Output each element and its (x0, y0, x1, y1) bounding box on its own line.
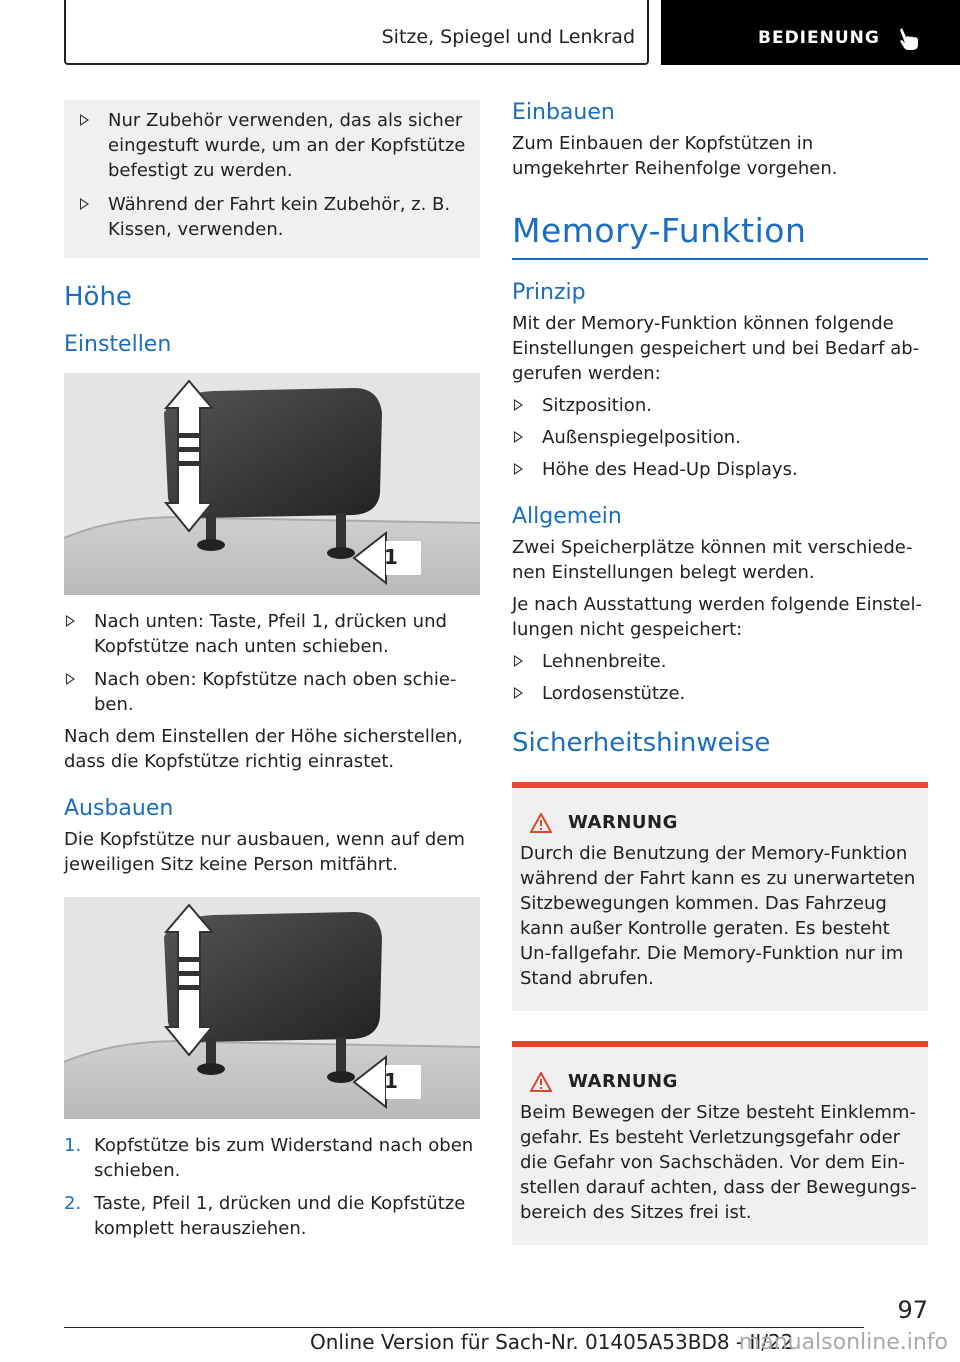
list-item: Sitzposition. (512, 393, 928, 418)
note-box (64, 100, 480, 258)
triangle-bullet-icon (80, 114, 89, 126)
arrow-label: 1 (384, 1069, 398, 1093)
step-number: 2. (64, 1193, 82, 1214)
triangle-bullet-icon (514, 399, 523, 411)
paragraph: Mit der Memory-Funktion können folgende Einstellungen gespeichert und bei Bedarf ab-gerufen werden: (512, 313, 920, 384)
triangle-bullet-icon (66, 673, 75, 685)
warning-box (512, 1041, 928, 1245)
triangle-bullet-icon (514, 431, 523, 443)
heading-einstellen: Einstellen (64, 332, 172, 357)
footer-online-version: Online Version für Sach-Nr. 01405A53BD8 - II/22 (310, 1330, 794, 1354)
heading-memory-funktion: Memory-Funktion (512, 211, 807, 250)
list-item: Nach oben: Kopfstütze nach oben schie-ben. (64, 667, 480, 717)
warning-title: WARNUNG (520, 812, 918, 833)
list-item: Lehnenbreite. (512, 649, 928, 674)
heading-ausbauen: Ausbauen (64, 796, 174, 821)
pointing-hand-icon (897, 26, 921, 52)
section-title: Sitze, Spiegel und Lenkrad (381, 26, 635, 48)
page-number: 97 (897, 1296, 928, 1324)
list-item: 2. Taste, Pfeil 1, drücken und die Kopfstütze komplett herausziehen. (64, 1193, 466, 1239)
footer-rule (64, 1327, 864, 1328)
heading-einbauen: Einbauen (512, 100, 615, 125)
headrest-figure (64, 897, 480, 1119)
step-number: 1. (64, 1135, 82, 1156)
heading-hoehe: Höhe (64, 282, 132, 312)
heading-prinzip: Prinzip (512, 280, 586, 305)
list-item: Außenspiegelposition. (512, 425, 928, 450)
triangle-bullet-icon (514, 687, 523, 699)
paragraph: Zum Einbauen der Kopfstützen in umgekehrter Reihenfolge vorgehen. (512, 133, 838, 179)
paragraph: Nach dem Einstellen der Höhe sicherstellen, dass die Kopfstütze richtig einrastet. (64, 726, 464, 772)
warning-text: Durch die Benutzung der Memory-Funktion während der Fahrt kann es zu unerwarteten Sitzbewegungen kommen. Das Fahrzeug kann außer Kontrolle geraten. Es besteht Un-fallgefahr. Die Memory-Funktion nur im Stand abrufen. (520, 843, 916, 989)
list-item: Nach unten: Taste, Pfeil 1, drücken und Kopfstütze nach unten schieben. (64, 609, 480, 659)
paragraph: Je nach Ausstattung werden folgende Einstel-lungen nicht gespeichert: (512, 594, 922, 640)
list-item: Während der Fahrt kein Zubehör, z. B. Kissen, verwenden. (78, 192, 468, 242)
triangle-bullet-icon (514, 655, 523, 667)
watermark: manualsonline.info (738, 1330, 948, 1355)
triangle-bullet-icon (514, 463, 523, 475)
heading-allgemein: Allgemein (512, 504, 622, 529)
heading-rule (512, 258, 928, 260)
headrest-illustration (64, 373, 480, 595)
list-item: 1. Kopfstütze bis zum Widerstand nach oben schieben. (64, 1135, 474, 1181)
triangle-bullet-icon (66, 615, 75, 627)
paragraph: Die Kopfstütze nur ausbauen, wenn auf dem jeweiligen Sitz keine Person mitfährt. (64, 829, 465, 875)
warning-box (512, 782, 928, 1011)
right-column (512, 100, 928, 1245)
heading-sicherheitshinweise: Sicherheitshinweise (512, 728, 771, 758)
warning-triangle-icon (530, 813, 552, 833)
triangle-bullet-icon (80, 198, 89, 210)
section-tab (64, 0, 649, 65)
list-item: Höhe des Head-Up Displays. (512, 457, 928, 482)
arrow-label: 1 (384, 545, 398, 569)
warning-triangle-icon (530, 1072, 552, 1092)
paragraph: Zwei Speicherplätze können mit verschiede-nen Einstellungen belegt werden. (512, 537, 913, 583)
page-header (0, 0, 960, 66)
list-item: Nur Zubehör verwenden, das als sicher eingestuft wurde, um an der Kopfstütze befestigt zu werden. (78, 108, 468, 183)
left-column (64, 100, 480, 1241)
headrest-illustration (64, 897, 480, 1119)
chapter-tab (661, 0, 960, 65)
chapter-title: BEDIENUNG (758, 28, 880, 48)
list-item: Lordosenstütze. (512, 681, 928, 706)
warning-text: Beim Bewegen der Sitze besteht Einklemm-gefahr. Es besteht Verletzungsgefahr oder die Gefahr von Sachschäden. Vor dem Ein-stellen darauf achten, dass der Bewegungs-bereich des Sitzes frei ist. (520, 1102, 917, 1223)
warning-title: WARNUNG (520, 1071, 918, 1092)
headrest-figure (64, 373, 480, 595)
